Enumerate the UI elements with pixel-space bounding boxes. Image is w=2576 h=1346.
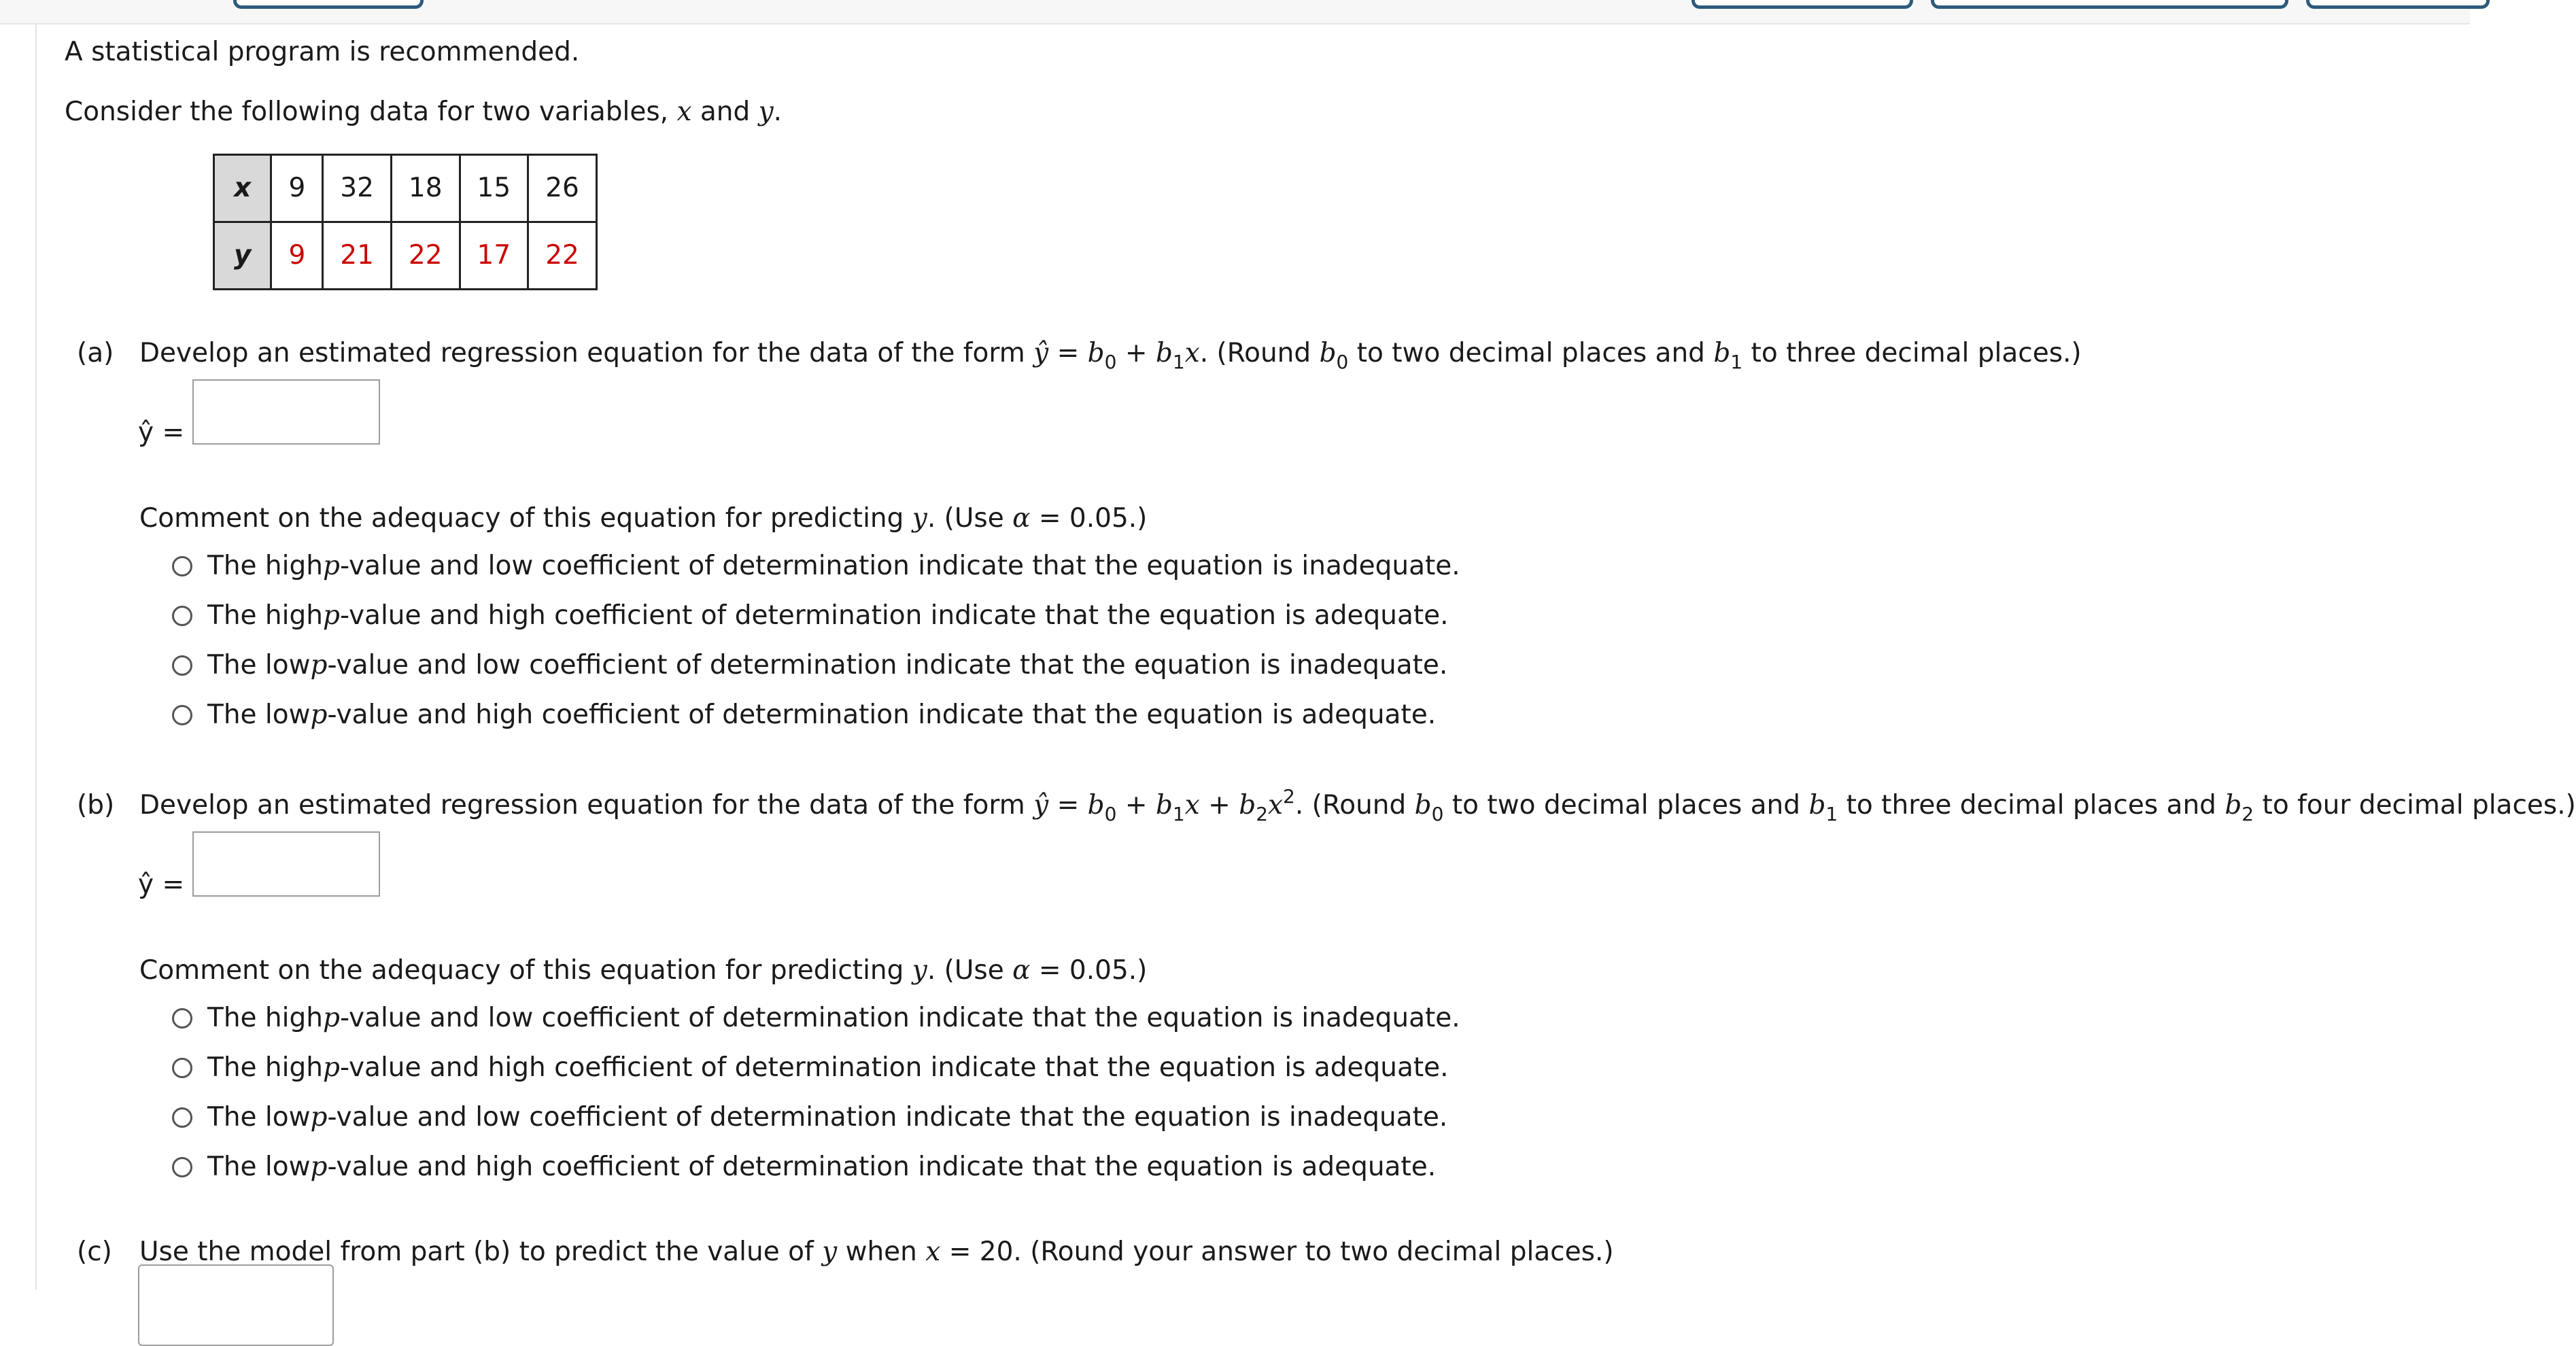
toolbar-button-right-1[interactable] (1691, 0, 1913, 9)
y-value: 21 (323, 222, 392, 290)
radio-button[interactable] (172, 1157, 192, 1177)
part-b-yhat-label: ŷ = (138, 869, 185, 900)
part-b-comment-prompt: Comment on the adequacy of this equation for predicting y. (Use α = 0.05.) (139, 955, 1148, 986)
radio-button[interactable] (172, 606, 192, 626)
top-toolbar (0, 0, 2470, 24)
part-c-answer-input[interactable] (138, 1264, 334, 1346)
part-a-yhat-label: ŷ = (138, 417, 185, 448)
part-c-instructions: Use the model from part (b) to predict the value of y when x = 20. (Round your answer to two decimal places.) (139, 1237, 1614, 1267)
y-row (214, 222, 597, 290)
part-a-comment-prompt: Comment on the adequacy of this equation for predicting y. (Use α = 0.05.) (139, 503, 1148, 534)
y-header: y (214, 222, 271, 290)
left-divider (35, 23, 37, 1290)
radio-button[interactable] (172, 705, 192, 725)
part-a-equation-input[interactable] (192, 379, 380, 445)
part-b-equation-input[interactable] (192, 831, 380, 897)
x-value: 18 (391, 155, 460, 222)
part-a-option-4[interactable]: The low p -value and high coefficient of determination indicate that the equation is adequate. (172, 697, 1436, 734)
part-a-option-2[interactable]: The high p -value and high coefficient of determination indicate that the equation is adequate. (172, 598, 1449, 634)
x-value: 15 (460, 155, 528, 222)
radio-button[interactable] (172, 556, 192, 576)
x-value: 32 (323, 155, 392, 222)
part-a-instructions: Develop an estimated regression equation for the data of the form ŷ = $b_0 + b_1x$. (Round $b_0$ to two decimal places and $b_1$ to three decimal places.) (139, 338, 2082, 373)
part-b-option-2[interactable]: The high p -value and high coefficient of determination indicate that the equation is adequate. (172, 1050, 1449, 1086)
toolbar-button-right-3[interactable] (2306, 0, 2490, 9)
data-table (213, 154, 598, 290)
intro-line-2: Consider the following data for two variables, x and y. (65, 97, 783, 127)
radio-button[interactable] (172, 1058, 192, 1078)
part-a-label: (a) (77, 338, 114, 368)
radio-button[interactable] (172, 655, 192, 676)
radio-button[interactable] (172, 1008, 192, 1029)
y-value: 22 (391, 222, 460, 290)
part-a-option-1[interactable]: The high p -value and low coefficient of determination indicate that the equation is inadequate. (172, 548, 1460, 585)
part-b-instructions: Develop an estimated regression equation for the data of the form ŷ = $b_0 + b_1x + b_2x^2$. (Round $b_0$ to two decimal places and $b_1$ to three decimal places and $b_2$ to four decimal places.) (139, 785, 2576, 825)
part-b-option-1[interactable]: The high p -value and low coefficient of determination indicate that the equation is inadequate. (172, 1000, 1460, 1037)
y-value: 9 (271, 222, 323, 290)
y-value: 22 (528, 222, 597, 290)
x-value: 9 (271, 155, 323, 222)
x-value: 26 (528, 155, 597, 222)
toolbar-button-right-2[interactable] (1931, 0, 2288, 9)
intro-line-1: A statistical program is recommended. (65, 37, 580, 67)
x-row (214, 155, 597, 222)
part-b-label: (b) (77, 790, 115, 821)
radio-button[interactable] (172, 1107, 192, 1128)
part-c-label: (c) (77, 1237, 112, 1267)
y-value: 17 (460, 222, 528, 290)
part-b-option-3[interactable]: The low p -value and low coefficient of determination indicate that the equation is inadequate. (172, 1099, 1447, 1136)
toolbar-button-left[interactable] (233, 0, 424, 9)
part-a-option-3[interactable]: The low p -value and low coefficient of determination indicate that the equation is inadequate. (172, 647, 1447, 684)
part-b-option-4[interactable]: The low p -value and high coefficient of determination indicate that the equation is adequate. (172, 1149, 1436, 1186)
x-header: x (214, 155, 271, 222)
